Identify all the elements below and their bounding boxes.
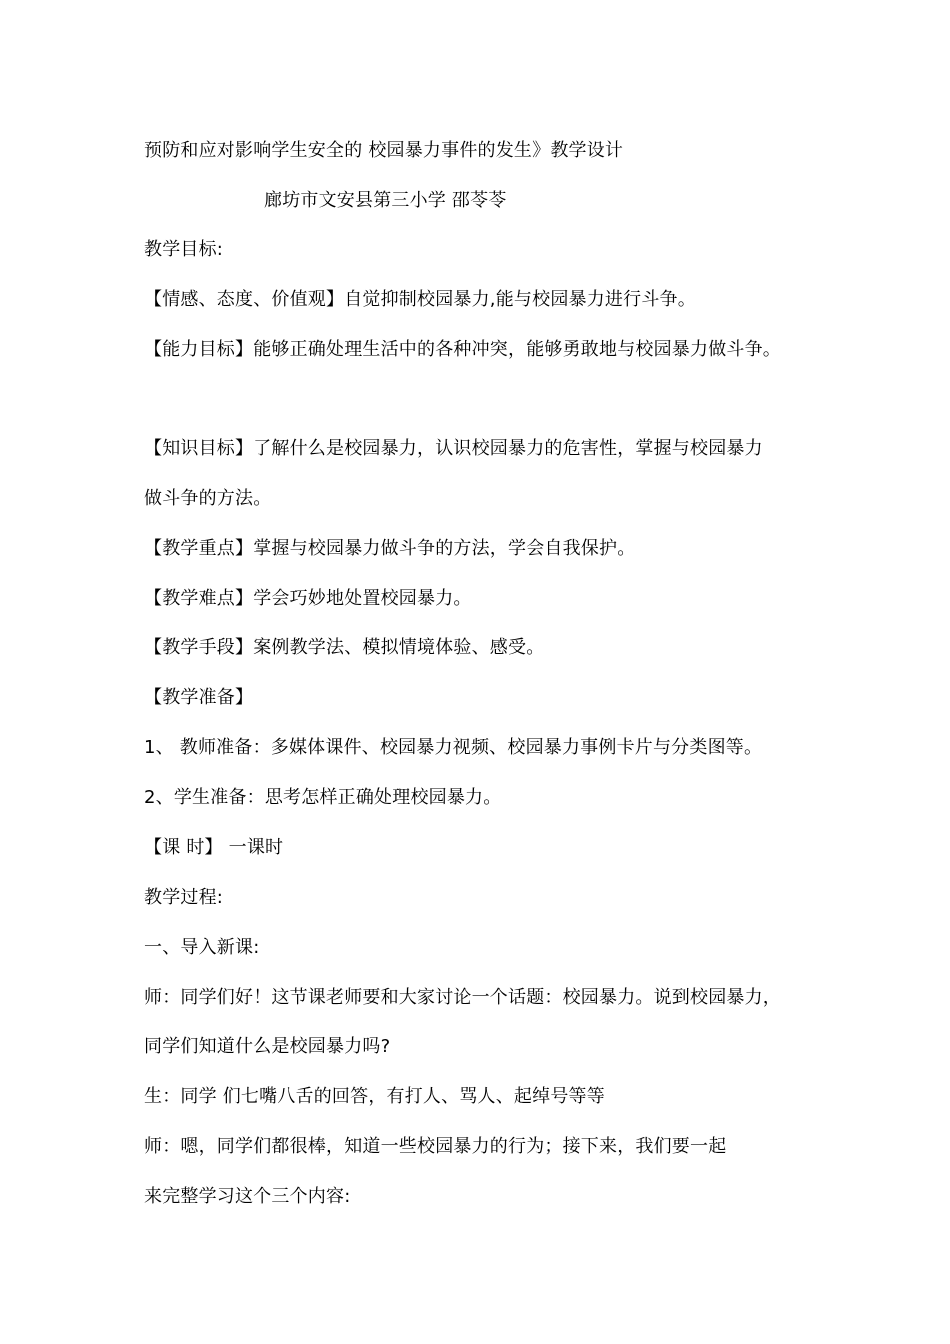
section-heading-objectives: 教学目标: [144, 239, 224, 260]
dialogue-teacher-1-continued: 同学们知道什么是校园暴力吗? [144, 1036, 391, 1057]
dialogue-teacher-1: 师：同学们好！这节课老师要和大家讨论一个话题：校园暴力。说到校园暴力， [144, 987, 781, 1008]
teaching-difficulty: 【教学难点】学会巧妙地处置校园暴力。 [144, 588, 472, 609]
student-preparation: 2、学生准备：思考怎样正确处理校园暴力。 [144, 787, 502, 808]
objective-emotion: 【情感、态度、价值观】自觉抑制校园暴力,能与校园暴力进行斗争。 [144, 289, 696, 310]
section-heading-introduction: 一、导入新课: [144, 937, 260, 958]
dialogue-teacher-2-continued: 来完整学习这个三个内容: [144, 1186, 351, 1207]
section-heading-process: 教学过程: [144, 887, 224, 908]
dialogue-teacher-2: 师：嗯，同学们都很棒，知道一些校园暴力的行为；接下来，我们要一起 [144, 1136, 727, 1157]
document-title: 预防和应对影响学生安全的 校园暴力事件的发生》教学设计 [144, 140, 624, 161]
teacher-preparation: 1、 教师准备：多媒体课件、校园暴力视频、校园暴力事例卡片与分类图等。 [144, 737, 763, 758]
document-author: 廊坊市文安县第三小学 邵苓苓 [264, 190, 507, 211]
class-hours: 【课 时】 一课时 [144, 837, 284, 858]
objective-knowledge-continued: 做斗争的方法。 [144, 488, 272, 509]
objective-knowledge: 【知识目标】了解什么是校园暴力，认识校园暴力的危害性，掌握与校园暴力 [144, 438, 763, 459]
teaching-preparation-heading: 【教学准备】 [144, 687, 254, 708]
objective-ability: 【能力目标】能够正确处理生活中的各种冲突，能够勇敢地与校园暴力做斗争。 [144, 339, 781, 360]
teaching-focus: 【教学重点】掌握与校园暴力做斗争的方法，学会自我保护。 [144, 538, 636, 559]
dialogue-student: 生：同学 们七嘴八舌的回答，有打人、骂人、起绰号等等 [144, 1086, 605, 1107]
teaching-methods: 【教学手段】案例教学法、模拟情境体验、感受。 [144, 637, 545, 658]
